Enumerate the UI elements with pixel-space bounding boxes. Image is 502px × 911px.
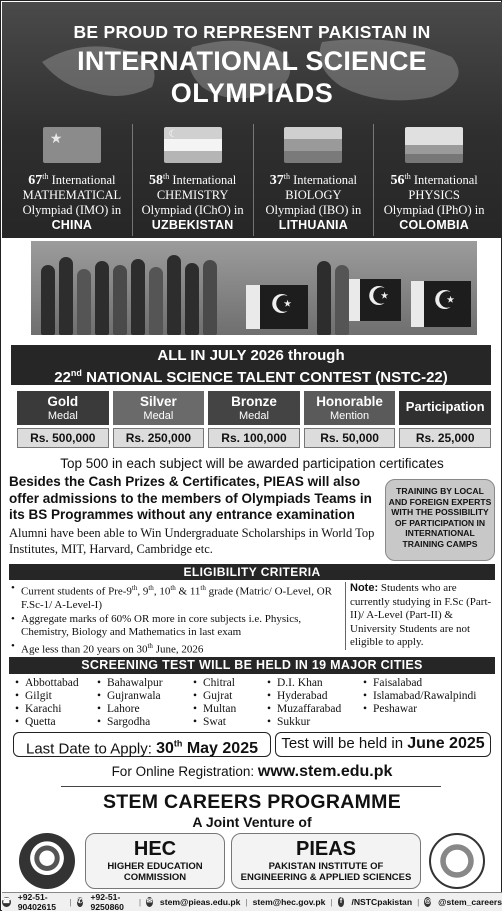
phone-icon: ☎ xyxy=(2,898,11,905)
city-column xyxy=(267,677,363,729)
city-item: • Faisalabad xyxy=(363,677,493,690)
contest-banner: ALL IN JULY 2026 through 22nd NATIONAL SCIENCE TALENT CONTEST (NSTC-22) xyxy=(11,345,491,385)
country-name: COLOMBIA xyxy=(399,218,469,233)
phone-2[interactable]: +92-51-9250860 xyxy=(90,892,124,911)
city-item: • Peshawar xyxy=(363,703,493,716)
facebook-handle[interactable]: /NSTCpakistan xyxy=(351,897,413,907)
prize-amount: Rs. 500,000 xyxy=(17,428,109,448)
person-figure xyxy=(317,261,331,335)
email-1[interactable]: stem@pieas.edu.pk xyxy=(159,897,241,907)
city-item: • Multan xyxy=(193,703,267,716)
lithuania-flag-icon xyxy=(284,127,342,163)
person-figure xyxy=(131,259,145,335)
prize-bronze: Bronze Medal Rs. 100,000 xyxy=(208,391,300,449)
divider xyxy=(61,786,441,787)
person-figure xyxy=(185,263,199,335)
prize-table xyxy=(17,391,491,449)
email-2[interactable]: stem@hec.gov.pk xyxy=(252,897,326,907)
person-figure xyxy=(149,267,163,335)
prize-amount: Rs. 250,000 xyxy=(113,428,205,448)
city-item: • Swat xyxy=(193,716,267,729)
uzbekistan-flag-icon: ☾ xyxy=(164,127,222,163)
city-item: • Sukkur xyxy=(267,716,363,729)
email-icon: ✉ xyxy=(146,898,153,905)
city-item: • Quetta xyxy=(15,716,97,729)
list-item: • Current students of Pre-9th, 9th, 10th & 11th grade (Matric/ O-Level, OR F.Sc-1/ A-Level-I) xyxy=(11,582,343,613)
contact-footer: ☎ +92-51-90402615 | ✆ +92-51-9250860 | ✉ stem@pieas.edu.pk | stem@hec.gov.pk | f /NSTCpakistan | ◎ @stem_careers xyxy=(2,892,502,911)
list-item: • Age less than 20 years on 30th June, 2026 xyxy=(11,640,343,657)
pakistan-flag-icon: ☪ xyxy=(246,285,308,329)
person-figure xyxy=(41,265,55,335)
city-item: • D.I. Khan xyxy=(267,677,363,690)
hec-logo-box: HEC HIGHER EDUCATION COMMISSION xyxy=(85,833,225,889)
admission-offer: Besides the Cash Prizes & Certificates, PIEAS will also offer admissions to the members of Olympiads Teams in its BS Programmes without any entrance examination xyxy=(9,474,372,522)
city-item: • Muzaffarabad xyxy=(267,703,363,716)
screening-heading: SCREENING TEST WILL BE HELD IN 19 MAJOR CITIES xyxy=(9,657,495,674)
city-item: • Abbottabad xyxy=(15,677,97,690)
city-item: • Sargodha xyxy=(97,716,193,729)
city-item: • Gujrat xyxy=(193,690,267,703)
headline-line-2: INTERNATIONAL SCIENCE xyxy=(77,46,427,76)
team-photo xyxy=(31,241,477,335)
city-list xyxy=(15,677,495,729)
city-item: • Chitral xyxy=(193,677,267,690)
city-item: • Hyderabad xyxy=(267,690,363,703)
eligibility-list xyxy=(11,582,343,657)
olympiad-math: ★ 67th International MATHEMATICAL Olympiad (IMO) in CHINA xyxy=(12,124,133,236)
training-callout: TRAINING BY LOCAL AND FOREIGN EXPERTS WITH THE POSSIBILITY OF PARTICIPATION IN INTERNATIONAL TRAINING CAMPS xyxy=(385,479,495,561)
pieas-seal-icon xyxy=(429,833,485,889)
test-date: Test will be held in June 2025 xyxy=(275,732,491,757)
joint-venture-label: A Joint Venture of xyxy=(192,814,312,830)
instagram-icon: ◎ xyxy=(424,898,431,905)
fax-icon: ✆ xyxy=(77,898,83,905)
hero-banner xyxy=(2,2,502,238)
olympiad-biology: 37th International BIOLOGY Olympiad (IBO) in LITHUANIA xyxy=(254,124,375,236)
colombia-flag-icon xyxy=(405,127,463,163)
pakistan-flag-icon: ☪ xyxy=(349,279,401,321)
olympiad-list xyxy=(12,124,494,236)
prize-amount: Rs. 50,000 xyxy=(304,428,396,448)
apply-deadline: Last Date to Apply: 30th May 2025 xyxy=(13,732,271,757)
person-figure xyxy=(167,255,181,335)
china-flag-icon: ★ xyxy=(43,127,101,163)
country-name: UZBEKISTAN xyxy=(151,218,234,233)
person-figure xyxy=(335,265,349,335)
prize-honorable: Honorable Mention Rs. 50,000 xyxy=(304,391,396,449)
city-column xyxy=(363,677,493,729)
city-item: • Gujranwala xyxy=(97,690,193,703)
olympiad-physics: 56th International PHYSICS Olympiad (IPhO) in COLOMBIA xyxy=(374,124,494,236)
prize-amount: Rs. 25,000 xyxy=(399,428,491,448)
city-item: • Islamabad/Rawalpindi xyxy=(363,690,493,703)
eligibility-heading: ELIGIBILITY CRITERIA xyxy=(9,564,495,580)
city-item: • Karachi xyxy=(15,703,97,716)
alumni-note: Alumni have been able to Win Undergraduate Scholarships in World Top Institutes, MIT, Harvard, Cambridge etc. xyxy=(9,526,375,556)
programme-title: STEM CAREERS PROGRAMME xyxy=(102,791,402,813)
facebook-icon: f xyxy=(338,897,345,907)
person-figure xyxy=(203,260,217,335)
city-column xyxy=(97,677,193,729)
country-name: CHINA xyxy=(51,218,93,233)
country-name: LITHUANIA xyxy=(278,218,348,233)
instagram-handle[interactable]: @stem_careers xyxy=(438,897,502,907)
eligibility-note: Note: Students who are currently studying in F.Sc (Part-II)/ A-Level (Part-II) & University Students are not eligible to apply. xyxy=(345,582,493,650)
prize-silver: Silver Medal Rs. 250,000 xyxy=(113,391,205,449)
prize-participation: Participation Rs. 25,000 xyxy=(399,391,491,449)
prize-gold: Gold Medal Rs. 500,000 xyxy=(17,391,109,449)
online-registration: For Online Registration: www.stem.edu.pk xyxy=(111,763,393,780)
person-figure xyxy=(95,261,109,335)
city-item: • Gilgit xyxy=(15,690,97,703)
city-column xyxy=(193,677,267,729)
headline-line-3: OLYMPIADS xyxy=(170,78,334,108)
headline-line-1: BE PROUD TO REPRESENT PAKISTAN IN xyxy=(73,22,431,42)
phone-1[interactable]: +92-51-90402615 xyxy=(17,892,56,911)
olympiad-chemistry: ☾ 58th International CHEMISTRY Olympiad (IChO) in UZBEKISTAN xyxy=(133,124,254,236)
pakistan-flag-icon: ☪ xyxy=(411,281,471,327)
pieas-logo-box: PIEAS PAKISTAN INSTITUTE OF ENGINEERING & APPLIED SCIENCES xyxy=(231,833,421,889)
city-column xyxy=(15,677,97,729)
person-figure xyxy=(113,265,127,335)
government-emblem-icon xyxy=(19,833,75,889)
list-item: • Aggregate marks of 60% OR more in core subjects i.e. Physics, Chemistry, Biology and Mathematics in last exam xyxy=(11,613,343,640)
city-item: • Bahawalpur xyxy=(97,677,193,690)
person-figure xyxy=(59,257,73,335)
city-item: • Lahore xyxy=(97,703,193,716)
certificate-note: Top 500 in each subject will be awarded participation certificates xyxy=(60,456,444,471)
person-figure xyxy=(77,269,91,335)
prize-amount: Rs. 100,000 xyxy=(208,428,300,448)
registration-link[interactable]: www.stem.edu.pk xyxy=(257,763,393,780)
